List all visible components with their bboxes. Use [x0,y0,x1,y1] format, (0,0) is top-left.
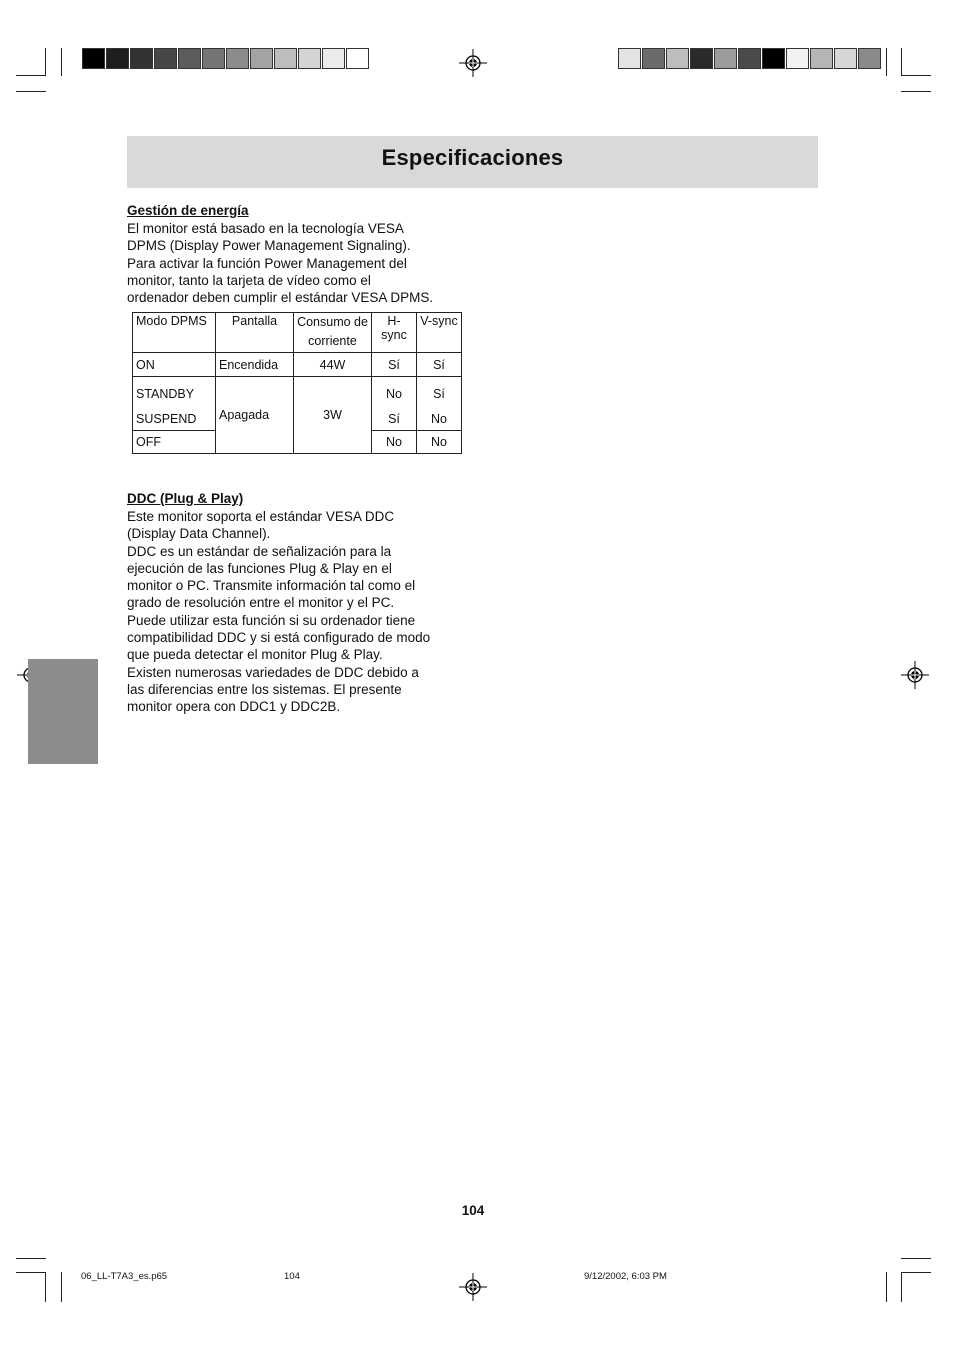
color-swatch [178,48,201,69]
text-line: ordenador deben cumplir el estándar VESA DPMS. [127,290,434,306]
text-line: grado de resolución entre el monitor y el PC. [127,595,395,611]
table-cell: ON [133,353,216,377]
color-swatch [82,48,105,69]
text-line: Puede utilizar esta función si su ordenador tiene [127,612,416,628]
crop-mark [16,1272,46,1273]
table-header: H-sync [372,313,417,353]
text-line: DDC es un estándar de señalización para la [127,543,392,559]
table-cell: Sí [417,353,462,377]
text-line: monitor o PC. Transmite información tal como el [127,578,416,594]
crop-mark [901,1272,931,1273]
page-number: 104 [461,1203,485,1218]
ddc-paragraph [127,508,472,716]
color-swatch [858,48,881,69]
crop-mark [16,91,46,92]
crop-mark [901,1272,902,1302]
color-swatch [226,48,249,69]
header-line: corriente [308,334,357,348]
header-line: Consumo de [297,315,368,329]
crop-mark [901,1258,931,1259]
text-line: (Display Data Channel). [127,526,271,542]
page-title: Especificaciones [381,145,564,170]
gray-scale-strip-right [618,48,882,69]
crop-mark [901,48,902,76]
registration-mark-icon [459,49,487,77]
side-tab [28,659,98,764]
table-cell: No [417,406,462,431]
table-cell: No [417,431,462,454]
color-swatch [154,48,177,69]
energy-paragraph [127,220,472,306]
table-row [133,353,462,377]
table-cell: Sí [372,353,417,377]
footer-file: 06_LL-T7A3_es.p65 [81,1271,168,1282]
crop-mark [901,75,931,76]
table-row [133,377,462,406]
crop-mark [886,48,887,76]
crop-mark [61,1272,62,1302]
text-line: monitor opera con DDC1 y DDC2B. [127,699,341,715]
color-swatch [618,48,641,69]
table-header: Modo DPMS [133,313,216,353]
ddc-heading: DDC (Plug & Play) [127,491,244,506]
dpms-table [132,312,462,454]
registration-mark-icon [459,1273,487,1301]
table-cell: Apagada [216,377,294,454]
registration-mark-icon [901,661,929,689]
text-line: El monitor está basado en la tecnología VESA [127,221,404,236]
table-cell: Sí [417,377,462,406]
text-line: DPMS (Display Power Management Signaling). [127,238,411,254]
crop-mark [45,1272,46,1302]
table-cell: 44W [294,353,372,377]
text-line: Existen numerosas variedades de DDC debido a [127,664,419,680]
text-line: Este monitor soporta el estándar VESA DDC [127,509,395,524]
table-header: V-sync [417,313,462,353]
color-swatch [322,48,345,69]
crop-mark [16,75,46,76]
table-cell: OFF [133,431,216,454]
color-swatch [346,48,369,69]
text-line: que pueda detectar el monitor Plug & Play. [127,647,383,663]
table-cell: No [372,431,417,454]
table-cell: Sí [372,406,417,431]
text-line: Para activar la función Power Management del [127,255,407,271]
color-swatch [642,48,665,69]
color-swatch [834,48,857,69]
table-header: Pantalla [216,313,294,353]
crop-mark [901,91,931,92]
color-swatch [762,48,785,69]
table-cell: Encendida [216,353,294,377]
energy-heading: Gestión de energía [127,203,249,218]
text-line: las diferencias entre los sistemas. El presente [127,681,402,697]
text-line: ejecución de las funciones Plug & Play en el [127,560,392,576]
text-line: compatibilidad DDC y si está configurado de modo [127,630,431,646]
crop-mark [886,1272,887,1302]
color-swatch [202,48,225,69]
gray-scale-strip-left [82,48,370,69]
color-swatch [786,48,809,69]
color-swatch [810,48,833,69]
title-bar [127,136,818,188]
text-line: monitor, tanto la tarjeta de vídeo como el [127,272,371,288]
crop-mark [45,48,46,76]
color-swatch [274,48,297,69]
table-cell: 3W [294,377,372,454]
color-swatch [106,48,129,69]
table-cell: No [372,377,417,406]
color-swatch [298,48,321,69]
color-swatch [666,48,689,69]
crop-mark [16,1258,46,1259]
color-swatch [738,48,761,69]
color-swatch [130,48,153,69]
table-header [294,313,372,353]
table-cell: STANDBY [133,377,216,406]
footer-page: 104 [284,1271,300,1282]
color-swatch [714,48,737,69]
color-swatch [250,48,273,69]
color-swatch [690,48,713,69]
table-cell: SUSPEND [133,406,216,431]
crop-mark [61,48,62,76]
footer-date: 9/12/2002, 6:03 PM [584,1271,667,1282]
